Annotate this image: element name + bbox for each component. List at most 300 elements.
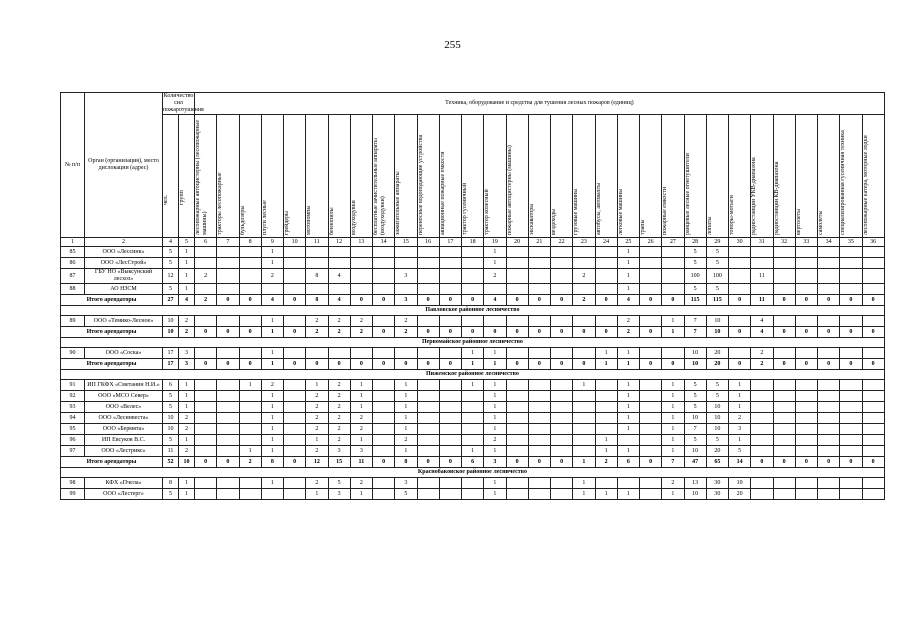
table-cell xyxy=(195,402,217,413)
table-cell xyxy=(395,258,417,269)
table-cell: 1 xyxy=(462,348,484,359)
table-cell xyxy=(373,489,395,500)
header-equipment-col-label: тракторы лесопожарные xyxy=(217,172,224,235)
total-cell: 2 xyxy=(328,327,350,338)
table-cell: 1 xyxy=(179,380,195,391)
table-cell xyxy=(840,269,862,284)
total-cell: 0 xyxy=(729,295,751,306)
table-cell: 10 xyxy=(684,413,706,424)
table-cell xyxy=(551,269,573,284)
table-cell: 1 xyxy=(261,402,283,413)
table-cell xyxy=(640,478,662,489)
total-cell: 27 xyxy=(163,295,179,306)
total-cell: 0 xyxy=(862,327,884,338)
table-cell xyxy=(795,435,817,446)
table-cell xyxy=(261,284,283,295)
table-cell: 3 xyxy=(350,446,372,457)
column-number: 26 xyxy=(640,238,662,247)
table-cell xyxy=(840,258,862,269)
total-cell: 0 xyxy=(773,457,795,468)
table-cell xyxy=(462,402,484,413)
table-cell xyxy=(195,435,217,446)
total-row xyxy=(61,359,885,370)
table-cell xyxy=(350,348,372,359)
header-equipment: Техника, оборудование и средства для тушения лесных пожаров (единиц) xyxy=(195,93,885,115)
total-cell: 0 xyxy=(328,359,350,370)
table-cell xyxy=(417,269,439,284)
table-cell xyxy=(729,316,751,327)
table-cell xyxy=(729,247,751,258)
table-cell xyxy=(662,269,684,284)
table-cell xyxy=(729,269,751,284)
total-cell: 3 xyxy=(179,359,195,370)
column-number: 23 xyxy=(573,238,595,247)
table-cell: 2 xyxy=(328,380,350,391)
header-equipment-col xyxy=(439,115,461,238)
table-cell xyxy=(773,446,795,457)
table-cell xyxy=(239,478,261,489)
table-cell xyxy=(862,435,884,446)
total-cell: 0 xyxy=(573,327,595,338)
row-number: 96 xyxy=(61,435,85,446)
table-cell: 1 xyxy=(350,402,372,413)
column-number: 31 xyxy=(751,238,773,247)
table-cell xyxy=(373,435,395,446)
table-cell: 1 xyxy=(729,435,751,446)
table-cell xyxy=(751,380,773,391)
table-cell xyxy=(573,446,595,457)
table-cell: 2 xyxy=(179,424,195,435)
total-cell: 0 xyxy=(217,327,239,338)
table-cell xyxy=(195,247,217,258)
header-equipment-col xyxy=(595,115,617,238)
table-cell xyxy=(417,247,439,258)
table-cell xyxy=(373,402,395,413)
table-cell xyxy=(439,489,461,500)
total-row xyxy=(61,457,885,468)
total-cell: 0 xyxy=(439,295,461,306)
column-number: 5 xyxy=(179,238,195,247)
table-cell xyxy=(306,348,328,359)
table-cell: 1 xyxy=(484,402,506,413)
table-cell xyxy=(417,424,439,435)
total-cell: 6 xyxy=(617,457,639,468)
equipment-table xyxy=(60,92,885,500)
total-cell: 115 xyxy=(706,295,728,306)
table-cell xyxy=(217,413,239,424)
total-cell: 0 xyxy=(373,295,395,306)
table-cell xyxy=(795,446,817,457)
total-row xyxy=(61,327,885,338)
table-cell xyxy=(551,478,573,489)
table-cell: 5 xyxy=(706,258,728,269)
table-cell: 5 xyxy=(328,478,350,489)
table-cell xyxy=(551,258,573,269)
section-row xyxy=(61,370,885,380)
total-cell: 0 xyxy=(840,295,862,306)
table-cell xyxy=(350,284,372,295)
table-cell xyxy=(640,435,662,446)
table-cell: 2 xyxy=(261,380,283,391)
table-cell xyxy=(795,284,817,295)
total-cell: 2 xyxy=(179,327,195,338)
column-number: 6 xyxy=(195,238,217,247)
table-cell xyxy=(840,489,862,500)
total-cell: 0 xyxy=(595,327,617,338)
total-cell: 1 xyxy=(595,359,617,370)
table-cell xyxy=(551,446,573,457)
table-cell: 10 xyxy=(163,424,179,435)
table-cell xyxy=(551,247,573,258)
table-cell xyxy=(506,402,528,413)
total-cell: 0 xyxy=(506,457,528,468)
total-cell: 0 xyxy=(773,295,795,306)
table-cell xyxy=(328,284,350,295)
total-cell: 7 xyxy=(662,457,684,468)
total-cell: 0 xyxy=(840,327,862,338)
table-cell xyxy=(640,424,662,435)
total-cell: 0 xyxy=(729,327,751,338)
table-cell xyxy=(284,391,306,402)
total-cell: 4 xyxy=(751,327,773,338)
table-cell xyxy=(528,446,550,457)
header-count: Количество сил пожаротушения xyxy=(163,93,204,113)
header-equipment-col xyxy=(528,115,550,238)
total-cell: 1 xyxy=(573,457,595,468)
table-cell xyxy=(506,269,528,284)
table-cell xyxy=(462,478,484,489)
table-cell: 2 xyxy=(395,435,417,446)
table-cell xyxy=(840,348,862,359)
organization-name: ООО «Лессинк» xyxy=(85,247,163,258)
header-equipment-col-label: воздуходувки xyxy=(350,200,357,235)
table-cell xyxy=(417,446,439,457)
table-cell xyxy=(373,391,395,402)
table-cell xyxy=(528,269,550,284)
table-cell: 1 xyxy=(179,247,195,258)
table-cell: 2 xyxy=(328,435,350,446)
total-cell: 0 xyxy=(840,457,862,468)
section-row xyxy=(61,338,885,348)
table-cell xyxy=(795,258,817,269)
table-cell: 1 xyxy=(395,424,417,435)
column-number: 34 xyxy=(818,238,840,247)
table-cell xyxy=(484,316,506,327)
table-cell xyxy=(417,316,439,327)
table-cell xyxy=(551,316,573,327)
table-cell xyxy=(751,258,773,269)
total-cell: 0 xyxy=(395,359,417,370)
table-row xyxy=(61,391,885,402)
total-cell: 0 xyxy=(417,457,439,468)
header-equipment-col-label: переносные водоподающие устройства xyxy=(417,134,424,235)
table-cell xyxy=(818,478,840,489)
table-cell: 2 xyxy=(306,391,328,402)
table-cell xyxy=(417,402,439,413)
total-cell: 1 xyxy=(662,327,684,338)
table-cell xyxy=(862,269,884,284)
table-cell xyxy=(373,258,395,269)
total-cell: 0 xyxy=(417,359,439,370)
table-cell xyxy=(818,316,840,327)
total-cell: 0 xyxy=(284,295,306,306)
table-cell xyxy=(528,316,550,327)
table-cell xyxy=(862,446,884,457)
organization-name: ООО «Темико-Лесное» xyxy=(85,316,163,327)
table-cell xyxy=(439,316,461,327)
table-cell: 2 xyxy=(350,478,372,489)
total-cell: 0 xyxy=(795,359,817,370)
total-cell: 0 xyxy=(595,295,617,306)
table-row xyxy=(61,380,885,391)
table-cell xyxy=(439,446,461,457)
table-cell xyxy=(862,348,884,359)
table-cell xyxy=(395,348,417,359)
table-cell xyxy=(195,489,217,500)
header-groups xyxy=(179,115,195,238)
organization-name: КФХ «Пчела» xyxy=(85,478,163,489)
table-cell: 3 xyxy=(395,478,417,489)
table-cell xyxy=(417,258,439,269)
total-cell: 65 xyxy=(706,457,728,468)
table-cell xyxy=(373,424,395,435)
table-cell: 1 xyxy=(729,380,751,391)
table-cell: 2 xyxy=(729,413,751,424)
table-cell: 1 xyxy=(179,269,195,284)
table-cell: 10 xyxy=(163,316,179,327)
header-equipment-col-label: специализированная гусеничная техника xyxy=(840,130,847,235)
table-cell xyxy=(662,284,684,295)
table-cell xyxy=(595,478,617,489)
table-cell xyxy=(595,316,617,327)
total-cell: 0 xyxy=(795,457,817,468)
table-cell xyxy=(239,489,261,500)
header-equipment-col xyxy=(462,115,484,238)
table-cell xyxy=(506,478,528,489)
table-cell: 20 xyxy=(706,348,728,359)
table-row xyxy=(61,316,885,327)
total-cell: 0 xyxy=(350,359,372,370)
table-cell xyxy=(773,402,795,413)
table-cell xyxy=(818,258,840,269)
column-number: 21 xyxy=(528,238,550,247)
table-cell: 5 xyxy=(684,247,706,258)
table-cell xyxy=(217,391,239,402)
total-cell: 0 xyxy=(640,457,662,468)
table-cell xyxy=(551,402,573,413)
table-cell xyxy=(528,380,550,391)
total-cell: 0 xyxy=(818,457,840,468)
table-cell xyxy=(417,489,439,500)
table-cell xyxy=(640,348,662,359)
table-row xyxy=(61,446,885,457)
table-cell xyxy=(640,258,662,269)
header-equipment-col-label: плуги лесные xyxy=(261,200,268,235)
table-cell xyxy=(840,284,862,295)
table-cell xyxy=(862,489,884,500)
table-cell: 1 xyxy=(261,258,283,269)
total-cell: 2 xyxy=(573,295,595,306)
column-number: 25 xyxy=(617,238,639,247)
header-equipment-col-label: радиостанции УКВ-диапазона xyxy=(751,157,758,235)
table-cell: 1 xyxy=(179,258,195,269)
table-cell: 2 xyxy=(306,446,328,457)
header-equipment-col-label: пожарные автоцистерны (машины) xyxy=(506,145,513,235)
total-cell: 0 xyxy=(795,327,817,338)
total-cell: 10 xyxy=(179,457,195,468)
total-cell: 0 xyxy=(439,457,461,468)
table-cell xyxy=(506,391,528,402)
table-cell xyxy=(773,489,795,500)
column-number: 30 xyxy=(729,238,751,247)
table-cell: 10 xyxy=(684,446,706,457)
table-cell xyxy=(350,258,372,269)
total-cell: 1 xyxy=(484,359,506,370)
header-equipment-col-label: пожарные емкости xyxy=(662,187,669,235)
column-number: 36 xyxy=(862,238,884,247)
table-cell: 2 xyxy=(261,269,283,284)
table-cell xyxy=(506,316,528,327)
table-cell: 1 xyxy=(662,316,684,327)
table-cell xyxy=(818,402,840,413)
total-cell: 0 xyxy=(528,327,550,338)
total-label: Итого арендаторы xyxy=(61,327,163,338)
row-number: 87 xyxy=(61,269,85,284)
total-cell: 0 xyxy=(818,359,840,370)
total-cell: 6 xyxy=(462,457,484,468)
header-equipment-col xyxy=(840,115,862,238)
organization-name: ИП ГКФХ «Сметанин Н.И.» xyxy=(85,380,163,391)
table-cell xyxy=(239,247,261,258)
total-cell: 2 xyxy=(595,457,617,468)
table-cell: 1 xyxy=(462,380,484,391)
table-cell xyxy=(217,269,239,284)
table-cell xyxy=(528,402,550,413)
header-equipment-col-label: лопаты xyxy=(706,216,713,235)
table-cell xyxy=(506,413,528,424)
table-cell xyxy=(751,424,773,435)
header-equipment-col-label: лесопожарные катера, моторные лодки xyxy=(862,135,869,235)
header-equipment-col xyxy=(684,115,706,238)
table-cell xyxy=(284,380,306,391)
total-cell: 0 xyxy=(528,359,550,370)
header-num: № п/п xyxy=(61,93,85,238)
table-cell: 5 xyxy=(706,284,728,295)
table-cell: 10 xyxy=(706,316,728,327)
total-cell: 0 xyxy=(217,295,239,306)
table-cell xyxy=(195,413,217,424)
header-equipment-col xyxy=(751,115,773,238)
table-cell xyxy=(373,478,395,489)
total-cell: 8 xyxy=(306,295,328,306)
table-cell xyxy=(439,402,461,413)
header-equipment-col xyxy=(795,115,817,238)
table-cell xyxy=(506,446,528,457)
table-cell xyxy=(573,402,595,413)
table-cell xyxy=(795,380,817,391)
total-cell: 0 xyxy=(528,295,550,306)
total-cell: 2 xyxy=(195,295,217,306)
table-cell: 1 xyxy=(261,348,283,359)
table-cell: 1 xyxy=(617,258,639,269)
page-number: 255 xyxy=(444,39,461,51)
table-cell: 2 xyxy=(751,348,773,359)
table-cell xyxy=(439,269,461,284)
total-cell: 1 xyxy=(261,359,283,370)
table-cell: 4 xyxy=(751,316,773,327)
table-cell xyxy=(818,269,840,284)
header-equipment-col-label: грузовые машины xyxy=(573,188,580,235)
header-equipment-col-label: бензопилы xyxy=(328,207,335,235)
table-cell xyxy=(395,284,417,295)
table-cell xyxy=(573,284,595,295)
column-number: 11 xyxy=(306,238,328,247)
total-cell: 0 xyxy=(640,295,662,306)
table-cell xyxy=(417,391,439,402)
header-equipment-col xyxy=(862,115,884,238)
table-cell: 5 xyxy=(706,391,728,402)
table-cell xyxy=(773,391,795,402)
table-cell xyxy=(617,478,639,489)
table-cell xyxy=(773,478,795,489)
table-cell: 10 xyxy=(706,424,728,435)
table-cell xyxy=(195,478,217,489)
total-cell: 0 xyxy=(217,359,239,370)
organization-name: ООО «Лестерг» xyxy=(85,489,163,500)
table-cell xyxy=(640,269,662,284)
total-cell: 0 xyxy=(373,327,395,338)
table-cell xyxy=(439,435,461,446)
table-row xyxy=(61,489,885,500)
table-cell: 13 xyxy=(684,478,706,489)
table-cell xyxy=(284,258,306,269)
table-cell xyxy=(373,348,395,359)
table-cell xyxy=(795,402,817,413)
total-cell: 0 xyxy=(373,457,395,468)
header-equipment-col-label: ранцевые лесные огнетушители xyxy=(684,153,691,235)
table-cell: 1 xyxy=(617,247,639,258)
table-cell: 1 xyxy=(350,380,372,391)
header-equipment-col xyxy=(395,115,417,238)
table-cell xyxy=(462,269,484,284)
table-cell xyxy=(640,380,662,391)
table-cell: 11 xyxy=(163,446,179,457)
total-cell: 52 xyxy=(163,457,179,468)
section-row xyxy=(61,306,885,316)
table-cell xyxy=(439,424,461,435)
total-cell: 0 xyxy=(484,327,506,338)
organization-name: АО НЗСМ xyxy=(85,284,163,295)
table-cell xyxy=(373,316,395,327)
table-cell xyxy=(818,489,840,500)
table-cell: 1 xyxy=(595,435,617,446)
table-cell xyxy=(506,424,528,435)
table-cell xyxy=(439,284,461,295)
table-cell: 1 xyxy=(595,489,617,500)
table-cell xyxy=(506,380,528,391)
table-cell xyxy=(551,380,573,391)
table-cell xyxy=(595,247,617,258)
table-cell: 3 xyxy=(328,489,350,500)
table-cell: 1 xyxy=(573,380,595,391)
table-cell xyxy=(239,413,261,424)
table-cell: 1 xyxy=(261,316,283,327)
table-cell xyxy=(640,413,662,424)
table-cell: 1 xyxy=(484,489,506,500)
table-cell xyxy=(818,413,840,424)
total-cell: 0 xyxy=(640,359,662,370)
total-cell: 10 xyxy=(163,327,179,338)
